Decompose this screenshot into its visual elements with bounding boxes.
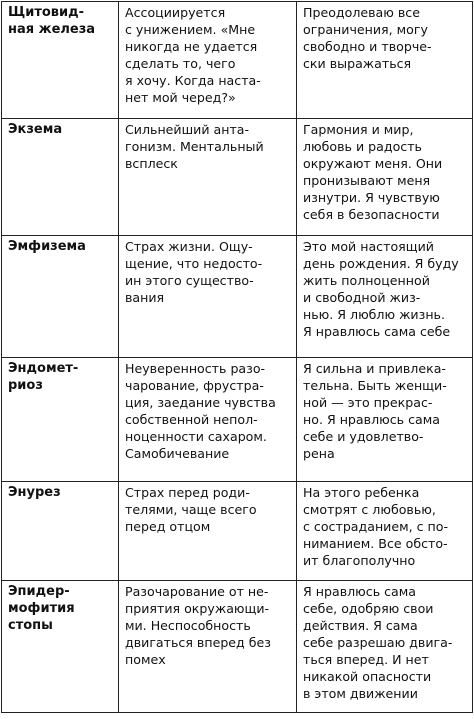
cause-cell (119, 482, 297, 581)
cause-text: Разочарование от не- приятия окружающи- ми. Неспособность двигаться вперед без помех (125, 584, 271, 667)
table-row (2, 358, 473, 482)
affirmation-cell (297, 236, 473, 358)
affirmation-text: Гармония и мир, любовь и радость окружают меня. Они пронизывают меня изнутри. Я чувствую себя в безопасности (303, 122, 443, 222)
cause-text: Сильнейший анта- гонизм. Ментальный всплеск (125, 122, 264, 171)
affirmation-text: Я сильна и привлека- тельна. Быть женщи- ной — это прекрас- но. Я нравлюсь сама себе и удовлетво- рена (303, 361, 447, 461)
affirmation-text: На этого ребенка смотрят с любовью, с состраданием, с по- ниманием. Все обсто- ит благополучно (303, 485, 449, 568)
affirmation-cell (297, 358, 473, 482)
cause-cell (119, 358, 297, 482)
disease-name: Щитовид- ная железа (8, 5, 96, 37)
table-row (2, 119, 473, 236)
disease-name-cell (2, 581, 119, 713)
disease-name-cell (2, 358, 119, 482)
disease-name-cell (2, 2, 119, 119)
table-row (2, 482, 473, 581)
cause-text: Ассоциируется с унижением. «Мне никогда не удается сделать то, чего я хочу. Когда наста- нет мой черед?» (125, 5, 261, 105)
cause-cell (119, 2, 297, 119)
cause-text: Неуверенность разо- чарование, фрустра- ция, заедание чувства собственной непол- ноценности сахаром. Самобичевание (125, 361, 276, 461)
affirmation-text: Я нравлюсь сама себе, одобряю свои действия. Я сама себе разрешаю двига- ться вперед. И нет никакой опасности в этом движении (303, 584, 453, 701)
disease-name: Энурез (8, 485, 61, 500)
table-row (2, 236, 473, 358)
affirmation-cell (297, 119, 473, 236)
affirmation-cell (297, 2, 473, 119)
disease-name: Эндомет- риоз (8, 361, 79, 393)
disease-reference-table (1, 1, 473, 713)
disease-name: Эпидер- мофития стопы (8, 584, 75, 633)
disease-name-cell (2, 236, 119, 358)
affirmation-cell (297, 482, 473, 581)
table-row (2, 581, 473, 713)
cause-text: Страх перед роди- телями, чаще всего перед отцом (125, 485, 257, 534)
cause-cell (119, 119, 297, 236)
affirmation-text: Это мой настоящий день рождения. Я буду жить полноценной и свободной жиз- нью. Я люблю жизнь. Я нравлюсь сама себе (303, 239, 459, 339)
affirmation-text: Преодолеваю все ограничения, могу свободно и творче- ски выражаться (303, 5, 432, 71)
cause-cell (119, 581, 297, 713)
disease-name: Эмфизема (8, 239, 86, 254)
affirmation-cell (297, 581, 473, 713)
disease-name-cell (2, 482, 119, 581)
cause-text: Страх жизни. Ощу- щение, что недосто- ин этого существо- вания (125, 239, 263, 305)
cause-cell (119, 236, 297, 358)
table-row (2, 2, 473, 119)
disease-name-cell (2, 119, 119, 236)
disease-name: Экзема (8, 122, 63, 137)
